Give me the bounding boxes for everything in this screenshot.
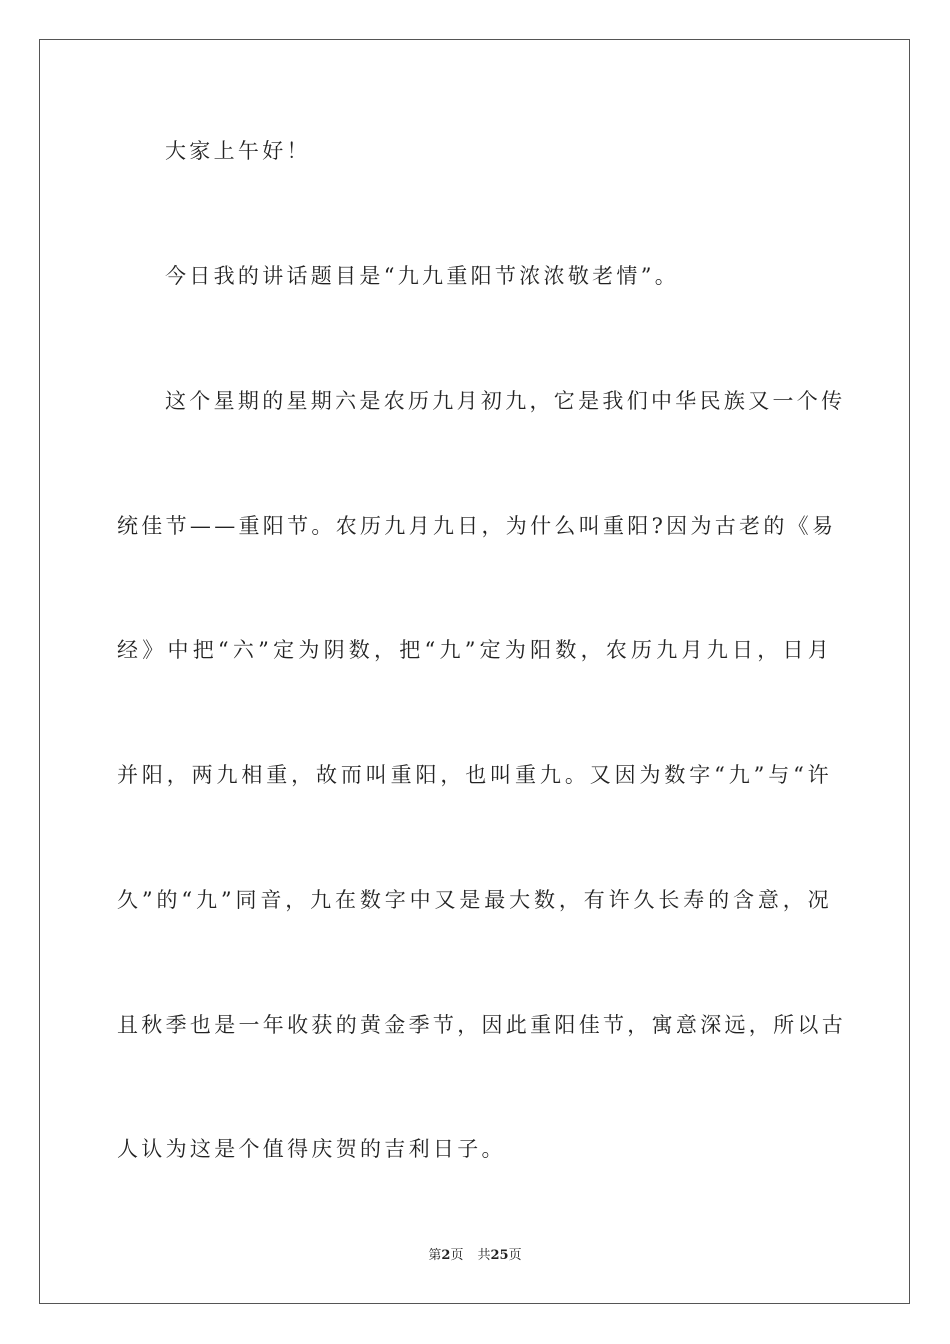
paragraph-line-4: 并阳，两九相重，故而叫重阳，也叫重九。又因为数字“九”与“许 <box>117 763 832 787</box>
footer-total-pages: 25 <box>490 1248 509 1263</box>
paragraph-line-2: 统佳节——重阳节。农历九月九日，为什么叫重阳?因为古老的《易 <box>117 514 837 538</box>
paragraph-line-5: 久”的“九”同音，九在数字中又是最大数，有许久长寿的含意，况 <box>117 888 832 912</box>
paragraph-line-3: 经》中把“六”定为阴数，把“九”定为阳数，农历九月九日，日月 <box>117 638 832 662</box>
footer-page-number: 2 <box>441 1248 451 1263</box>
paragraph-line-1: 这个星期的星期六是农历九月初九，它是我们中华民族又一个传 <box>165 389 846 413</box>
topic-line: 今日我的讲话题目是“九九重阳节浓浓敬老情”。 <box>165 264 680 288</box>
footer-total-suffix: 页 <box>508 1248 522 1263</box>
paragraph-line-7: 人认为这是个值得庆贺的吉利日子。 <box>117 1137 506 1161</box>
paragraph-line-6: 且秋季也是一年收获的黄金季节，因此重阳佳节，寓意深远，所以古 <box>117 1013 846 1037</box>
page-frame <box>39 39 910 1304</box>
greeting-line: 大家上午好！ <box>165 139 311 163</box>
footer-page-prefix: 第 <box>428 1248 442 1263</box>
footer-page-suffix: 页 <box>450 1248 464 1263</box>
page-footer <box>0 1247 950 1265</box>
footer-total-prefix: 共 <box>477 1248 491 1263</box>
